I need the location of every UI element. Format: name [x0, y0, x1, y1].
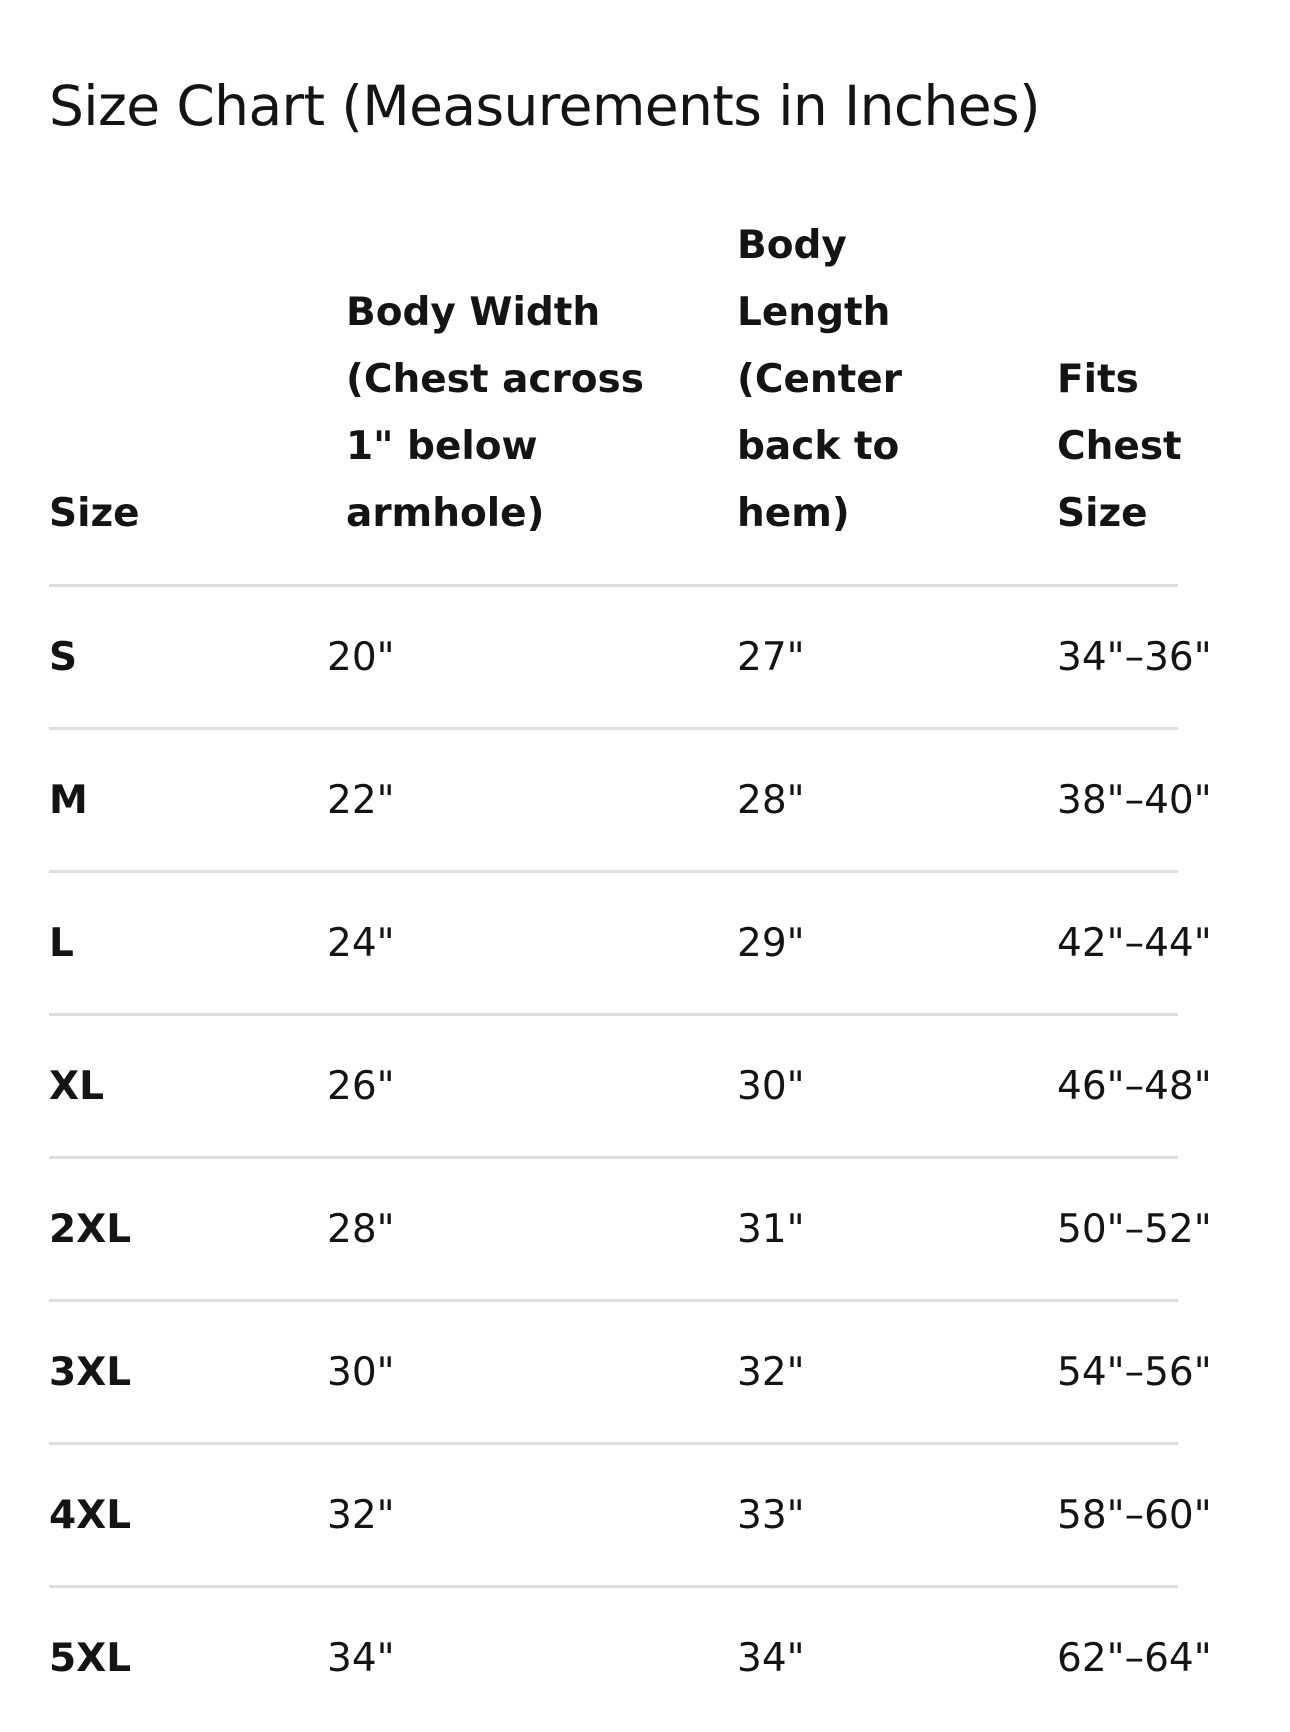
cell-body-length: 28"	[705, 729, 1027, 872]
cell-body-width: 30"	[297, 1301, 705, 1444]
header-body-length-label: Body Length (Center back to hem)	[737, 223, 902, 536]
header-row	[49, 212, 1178, 586]
cell-size: 2XL	[49, 1158, 297, 1301]
cell-body-width: 22"	[297, 729, 705, 872]
cell-body-length: 32"	[705, 1301, 1027, 1444]
cell-body-length: 29"	[705, 872, 1027, 1015]
header-size	[49, 212, 297, 586]
cell-fits-chest: 42"–44"	[1027, 872, 1178, 1015]
cell-body-length: 30"	[705, 1015, 1027, 1158]
cell-size: M	[49, 729, 297, 872]
cell-body-width: 26"	[297, 1015, 705, 1158]
cell-fits-chest: 38"–40"	[1027, 729, 1178, 872]
cell-body-width: 20"	[297, 586, 705, 729]
cell-body-length: 31"	[705, 1158, 1027, 1301]
cell-fits-chest: 50"–52"	[1027, 1158, 1178, 1301]
header-body-width-label: Body Width (Chest across 1" below armhole)	[346, 290, 644, 536]
table-row	[49, 872, 1178, 1015]
size-chart-table	[49, 212, 1212, 1728]
cell-size: XL	[49, 1015, 297, 1158]
header-body-width	[297, 212, 705, 586]
cell-fits-chest: 34"–36"	[1027, 586, 1178, 729]
cell-size: S	[49, 586, 297, 729]
cell-body-width: 32"	[297, 1444, 705, 1587]
cell-size: 3XL	[49, 1301, 297, 1444]
header-body-length	[705, 212, 1027, 586]
cell-fits-chest: 58"–60"	[1027, 1444, 1178, 1587]
cell-fits-chest: 54"–56"	[1027, 1301, 1178, 1444]
cell-fits-chest: 46"–48"	[1027, 1015, 1178, 1158]
table-row	[49, 1301, 1178, 1444]
header-size-label: Size	[49, 491, 140, 536]
cell-size: 4XL	[49, 1444, 297, 1587]
cell-body-length: 27"	[705, 586, 1027, 729]
cell-size: 5XL	[49, 1635, 132, 1681]
table-row	[49, 1444, 1178, 1587]
cell-body-width: 24"	[297, 872, 705, 1015]
table-header	[49, 212, 1182, 586]
header-fits-chest-label: Fits Chest Size	[1057, 357, 1182, 536]
table-row	[49, 1587, 1178, 1729]
cell-body-width: 34"	[327, 1635, 395, 1681]
cell-body-length: 34"	[737, 1635, 805, 1681]
table-row	[49, 729, 1178, 872]
cell-body-width: 28"	[297, 1158, 705, 1301]
cell-body-length: 33"	[705, 1444, 1027, 1587]
table-body	[49, 586, 1212, 1729]
table-row	[49, 1015, 1178, 1158]
cell-fits-chest: 62"–64"	[1057, 1635, 1212, 1681]
cell-size: L	[49, 872, 297, 1015]
page-title: Size Chart (Measurements in Inches)	[49, 74, 1040, 138]
header-fits-chest	[1027, 212, 1182, 586]
table-row	[49, 1158, 1178, 1301]
table-row	[49, 586, 1178, 729]
